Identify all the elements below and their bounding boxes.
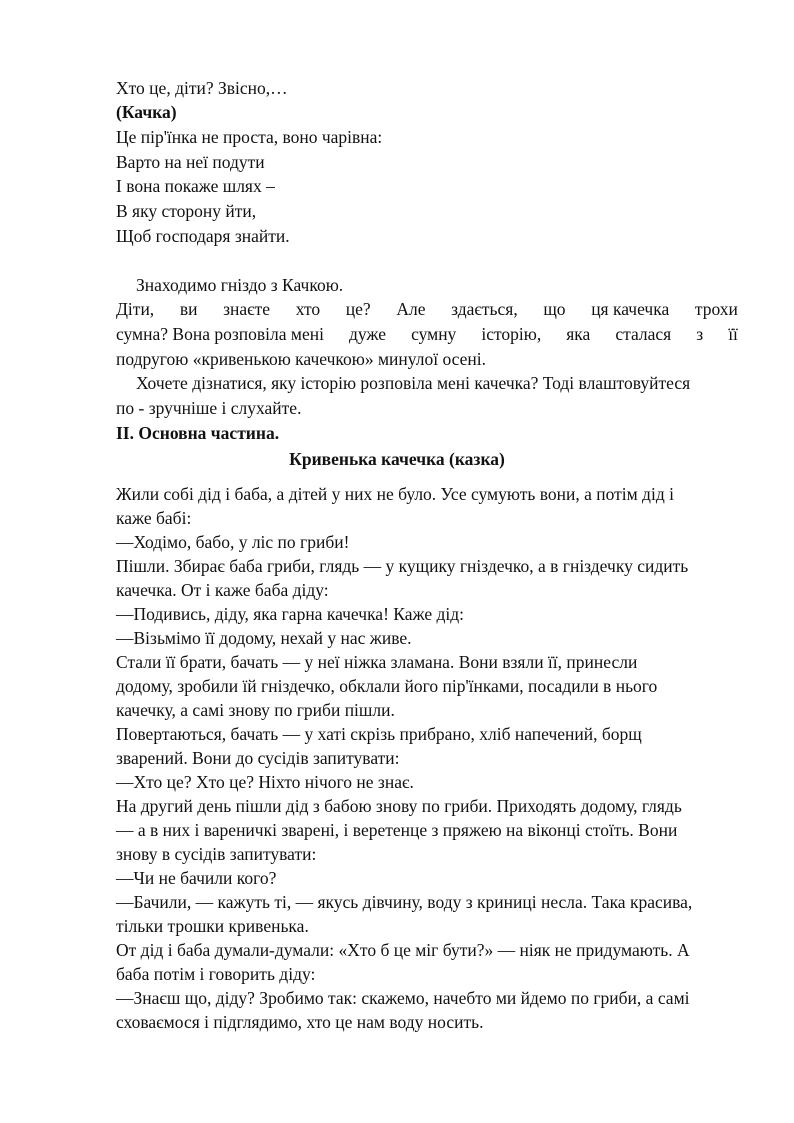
section-heading: ІІ. Основна частина. — [116, 423, 280, 443]
word: ця качечка — [591, 299, 670, 319]
tale-line: На другий день пішли дід з бабою знову по гриби. Приходять додому, глядь — [116, 796, 682, 816]
tale-title: Кривенька качечка (казка) — [289, 449, 505, 469]
justified-line — [116, 297, 738, 321]
tale-line: —Хто це? Хто це? Ніхто нічого не знає. — [116, 772, 414, 792]
tale-line: качечку, а самі знову по гриби пішли. — [116, 700, 395, 720]
word: здається, — [451, 299, 518, 319]
word: хто — [295, 299, 321, 319]
poem-line: Хто це, діти? Звісно,… — [116, 78, 288, 98]
word: ви — [179, 299, 198, 319]
word: це? — [345, 299, 371, 319]
word: Діти, — [116, 299, 155, 319]
word: трохи — [694, 299, 738, 319]
tale-line: знову в сусідів запитувати: — [116, 844, 317, 864]
tale-line: Жили собі дід і баба, а дітей у них не було. Усе сумують вони, а потім дід і — [116, 484, 674, 504]
tale-line: — а в них і вареничкі зварені, і веретенце з пряжею на віконці стоїть. Вони — [116, 820, 678, 840]
tale-line: Пішли. Збирає баба гриби, глядь — у кущику гніздечко, а в гніздечку сидить — [116, 556, 689, 576]
tale-line: От дід і баба думали-думали: «Хто б це міг бути?» — ніяк не придумають. А — [116, 940, 690, 960]
poem-answer: (Качка) — [116, 102, 177, 122]
paragraph-line: подругою «кривенькою качечкою» минулої осені. — [116, 349, 487, 369]
poem-line: Варто на неї подути — [116, 152, 265, 172]
tale-line: каже бабі: — [116, 508, 192, 528]
tale-line: Стали її брати, бачать — у неї ніжка зламана. Вони взяли її, принесли — [116, 652, 638, 672]
tale-line: —Подивись, діду, яка гарна качечка! Каже дід: — [116, 604, 465, 624]
tale-line: тільки трошки кривенька. — [116, 916, 309, 936]
justified-line — [116, 322, 738, 346]
poem-line: Це пір'їнка не проста, воно чарівна: — [116, 127, 383, 147]
tale-line: —Знаєш що, діду? Зробимо так: скажемо, начебто ми йдемо по гриби, а самі — [116, 988, 690, 1008]
tale-line: Повертаються, бачать — у хаті скрізь прибрано, хліб напечений, борщ — [116, 724, 642, 744]
poem-line: В яку сторону йти, — [116, 201, 257, 221]
paragraph-line: Хочете дізнатися, яку історію розповіла мені качечка? Тоді влаштовуйтеся — [136, 373, 691, 393]
tale-line: —Ходімо, бабо, у ліс по гриби! — [116, 532, 350, 552]
word: її — [728, 324, 738, 344]
word: сумну — [411, 324, 457, 344]
word: з — [696, 324, 704, 344]
word: Але — [396, 299, 426, 319]
tale-line: качечка. От і каже баба діду: — [116, 580, 329, 600]
tale-line: —Чи не бачили кого? — [116, 868, 277, 888]
tale-line: додому, зробили їй гніздечко, обклали його пір'їнками, посадили в нього — [116, 676, 658, 696]
word: яка — [566, 324, 591, 344]
poem-line: Щоб господаря знайти. — [116, 226, 290, 246]
word: дуже — [348, 324, 387, 344]
word: що — [543, 299, 566, 319]
tale-line: баба потім і говорить діду: — [116, 964, 316, 984]
word: знаєте — [223, 299, 271, 319]
poem-line: І вона покаже шлях – — [116, 176, 275, 196]
tale-line: сховаємося і підглядимо, хто це нам воду носить. — [116, 1012, 484, 1032]
tale-line: зварений. Вони до сусідів запитувати: — [116, 748, 400, 768]
paragraph-line: Знаходимо гніздо з Качкою. — [136, 275, 344, 295]
paragraph-line: по - зручніше і слухайте. — [116, 398, 302, 418]
word: сталася — [615, 324, 672, 344]
tale-line: —Бачили, — кажуть ті, — якусь дівчину, воду з криниці несла. Така красива, — [116, 892, 693, 912]
tale-line: —Візьмімо її додому, нехай у нас живе. — [116, 628, 412, 648]
word: історію, — [481, 324, 542, 344]
word: сумна? Вона розповіла мені — [116, 324, 324, 344]
